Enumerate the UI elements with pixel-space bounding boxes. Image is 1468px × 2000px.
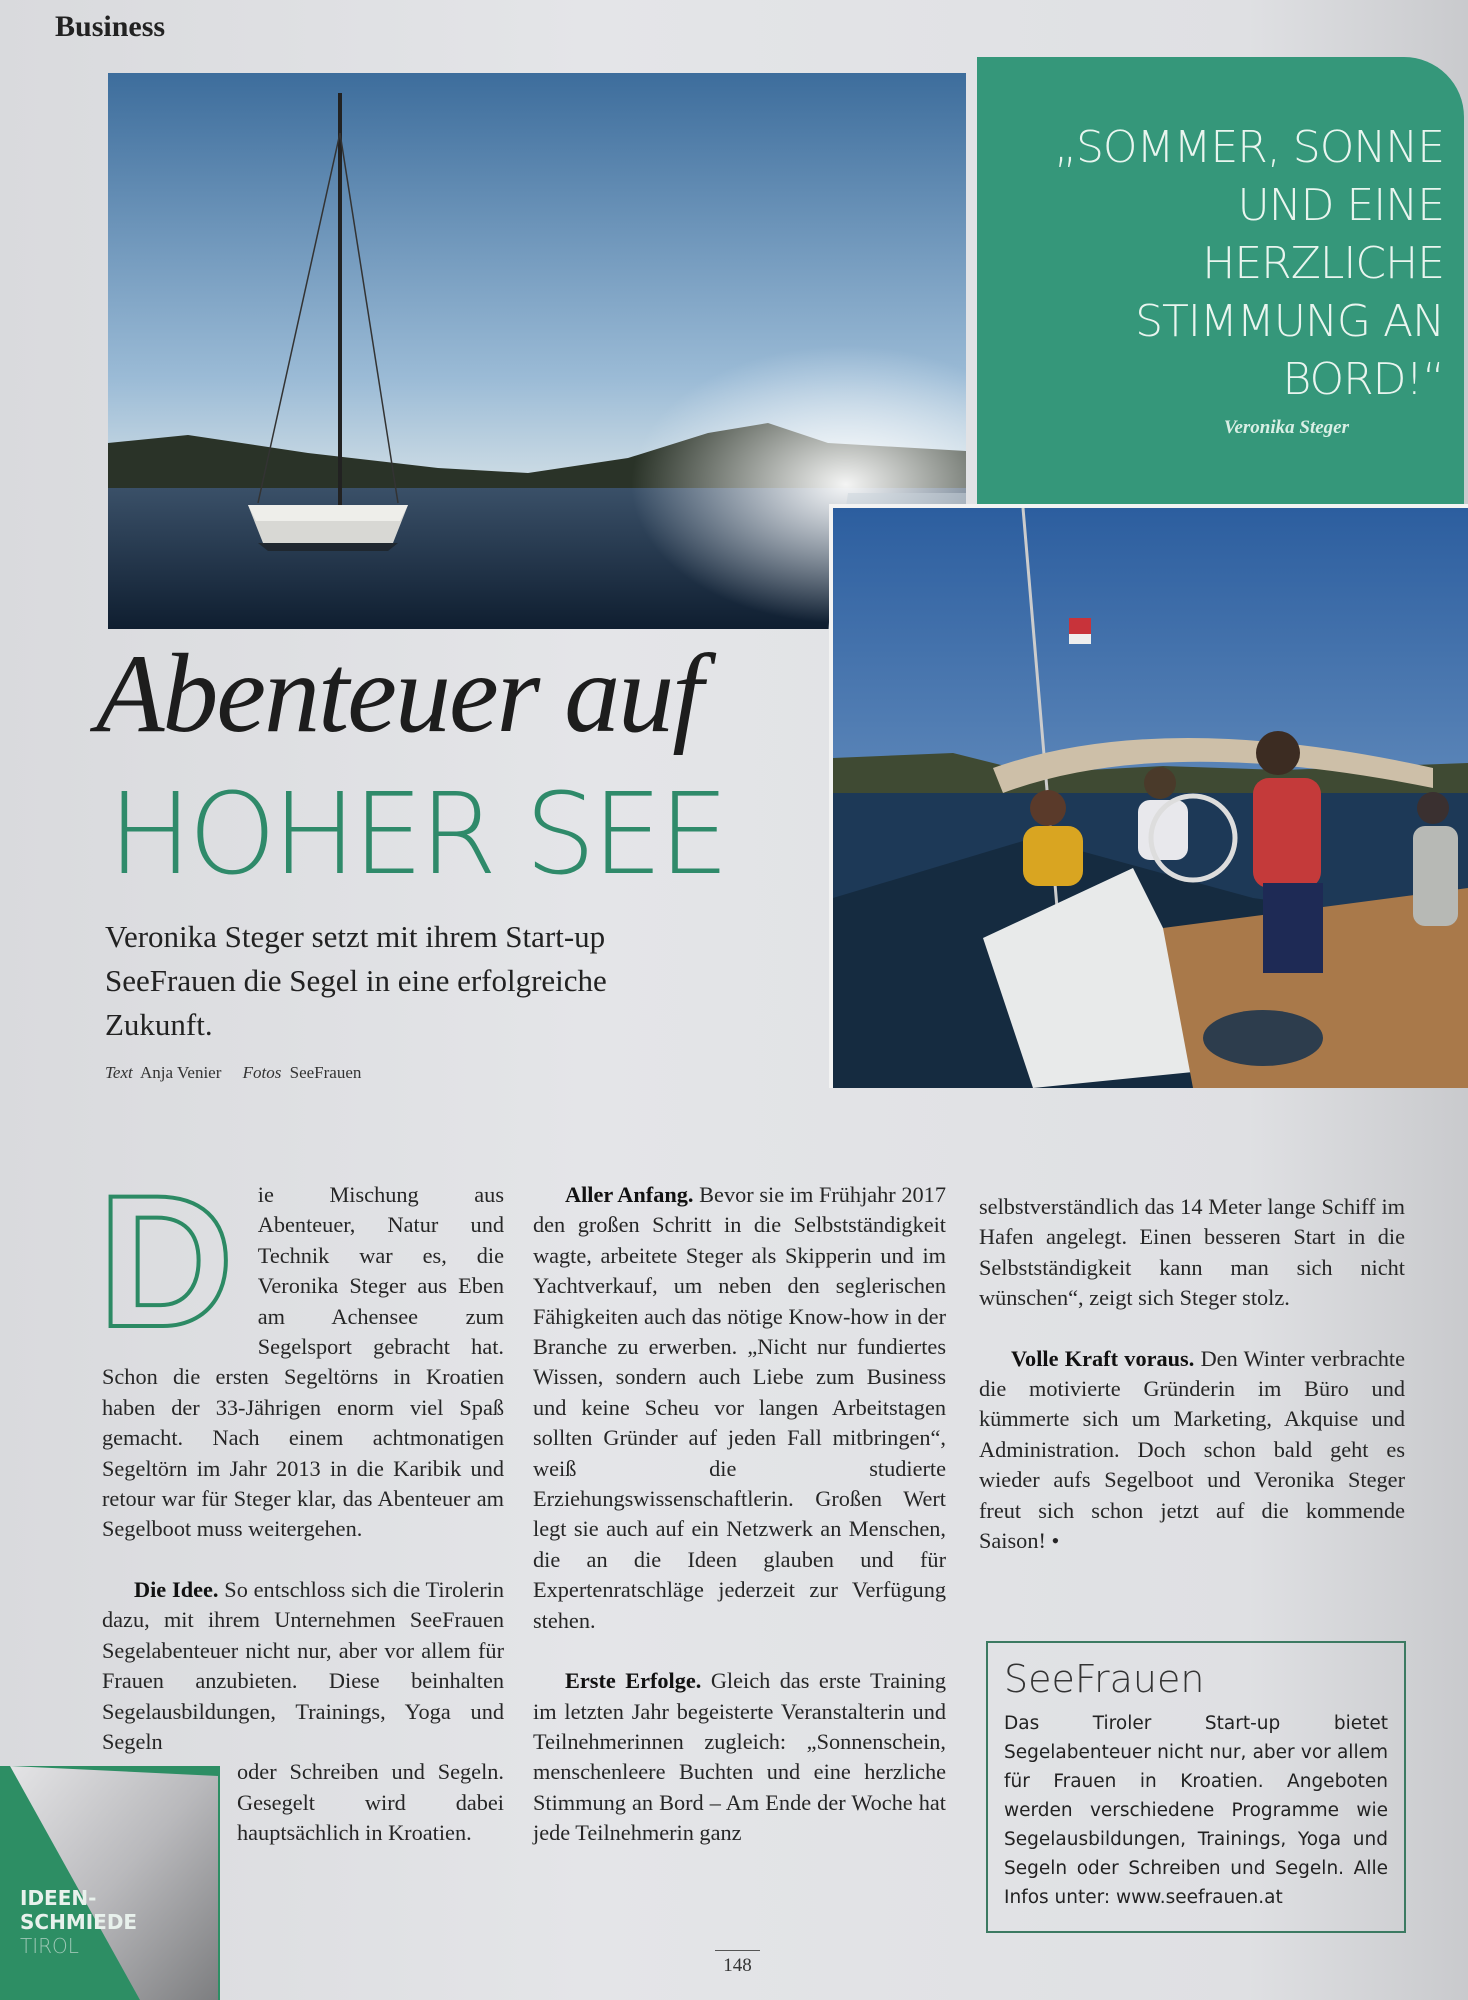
paragraph-lead: Erste Erfolge. xyxy=(565,1668,702,1694)
logo-line: IDEEN- xyxy=(20,1886,97,1910)
subtitle: Veronika Steger setzt mit ihrem Start-up SeeFrauen die Segel in eine erfolgreiche Zukunft. xyxy=(105,919,607,1042)
series-logo xyxy=(20,1886,137,1958)
credit-text-label: Text xyxy=(105,1063,133,1082)
quote-line: BORD!“ xyxy=(1282,354,1444,405)
intro-text: ie Mischung aus Abenteuer, Natur und Technik war es, die Veronika Steger aus Eben am Achensee zum Segelsport gebracht hat. Schon die ersten Segeltörns in Kroatien haben der 33-Jährigen enorm viel Spaß gemacht. Nach einem achtmonatigen Segeltörn im Jahr 2013 in die Karibik und retour war für Steger klar, das Abenteuer am Segelboot muss weitergehen. xyxy=(102,1182,504,1542)
paragraph-text: Den Winter verbrachte die motivierte Gründerin im Büro und kümmerte sich um Marketing, Akquise und Administration. Doch schon bald geht es wieder aufs Segelboot und Veronika Steger freut sich schon jetzt auf die kommende Saison! • xyxy=(979,1345,1405,1554)
headline-line-2: HOHER SEE xyxy=(108,770,726,900)
quote-line: UND EINE xyxy=(1237,180,1444,231)
paragraph-die-idee xyxy=(102,1575,504,1757)
pull-quote-box xyxy=(977,57,1464,504)
credit-photo-label: Fotos xyxy=(242,1063,282,1082)
paragraph-volle-kraft xyxy=(979,1344,1405,1557)
credit-photographer: SeeFrauen xyxy=(289,1063,362,1082)
paragraph-die-idee-cont: oder Schreiben und Segeln. Gesegelt wird dabei hauptsächlich in Kroatien. xyxy=(237,1759,504,1846)
info-box xyxy=(986,1641,1406,1933)
logo-line: TIROL xyxy=(20,1934,79,1958)
quote-line: STIMMUNG AN xyxy=(1135,296,1444,347)
article-column-3 xyxy=(979,1192,1405,1586)
article-column-2 xyxy=(533,1180,946,1879)
info-box-text: Das Tiroler Start-up bietet Segelabenteuer nicht nur, aber vor allem für Frauen in Kroatien. Angeboten werden verschiedene Programme wie Segelausbildungen, Trainings, Yoga und Segeln oder Schreiben und Segeln. Alle Infos unter: www.seefrauen.at xyxy=(1004,1713,1388,1908)
page-curl-corner xyxy=(0,1766,220,2000)
drop-cap: D xyxy=(98,1156,234,1366)
credit-author: Anja Venier xyxy=(140,1063,222,1082)
paragraph-text: So entschloss sich die Tirolerin dazu, mit ihrem Unternehmen SeeFrauen Segelabenteuer nicht nur, aber vor allem für Frauen anzubieten. Diese beinhalten Segelausbildungen, Trainings, Yoga und Segeln xyxy=(102,1576,505,1754)
intro-paragraph xyxy=(98,1156,504,1545)
logo-line: SCHMIEDE xyxy=(20,1910,138,1934)
paragraph-aller-anfang xyxy=(533,1180,946,1636)
pull-quote xyxy=(1047,119,1444,409)
headline-line-1: Abenteuer auf xyxy=(96,632,702,756)
info-box-title: SeeFrauen xyxy=(1004,1657,1205,1701)
section-label: Business xyxy=(55,10,166,43)
paragraph-lead: Die Idee. xyxy=(134,1576,219,1602)
paragraph-lead: Aller Anfang. xyxy=(565,1182,694,1207)
page-number: 148 xyxy=(715,1950,760,1977)
paragraph-text: Gleich das erste Training im letzten Jahr begeisterte Veranstalterin und Teilnehmerinnen zugleich: „Sonnenschein, menschenleere Buchten und eine herzliche Stimmung an Bord – Am Ende der Woche hat jede Teilnehmerin ganz xyxy=(533,1668,946,1846)
quote-line: HERZLICHE xyxy=(1202,238,1444,289)
paragraph-erste-erfolge xyxy=(533,1666,946,1848)
photo-sailing-crew xyxy=(829,504,1468,1088)
credits xyxy=(105,1063,361,1083)
paragraph-erste-erfolge-cont: selbstverständlich das 14 Meter lange Schiff im Hafen angelegt. Einen besseren Start in die Selbstständigkeit kann man sich nicht wünschen“, zeigt sich Steger stolz. xyxy=(979,1194,1405,1311)
quote-author: Veronika Steger xyxy=(1223,417,1349,438)
paragraph-lead: Volle Kraft voraus. xyxy=(1011,1345,1195,1371)
paragraph-text: Bevor sie im Frühjahr 2017 den großen Schritt in die Selbstständigkeit wagte, arbeitete Steger als Skipperin und im Yachtverkauf, um neben den seglerischen Fähigkeiten auch das nötige Know-how in der Branche zu erwerben. „Nicht nur fundiertes Wissen, sondern auch Liebe zum Business und keine Scheu vor langen Arbeitstagen sollten Gründer auf jeden Fall mitbringen“, weiß die studierte Erziehungswissenschaftlerin. Großen Wert legt sie auch auf ein Netzwerk an Menschen, die an die Ideen glauben und für Expertenratschläge jederzeit zur Verfügung stehen. xyxy=(533,1182,946,1633)
quote-line: „SOMMER, SONNE xyxy=(1054,122,1444,173)
